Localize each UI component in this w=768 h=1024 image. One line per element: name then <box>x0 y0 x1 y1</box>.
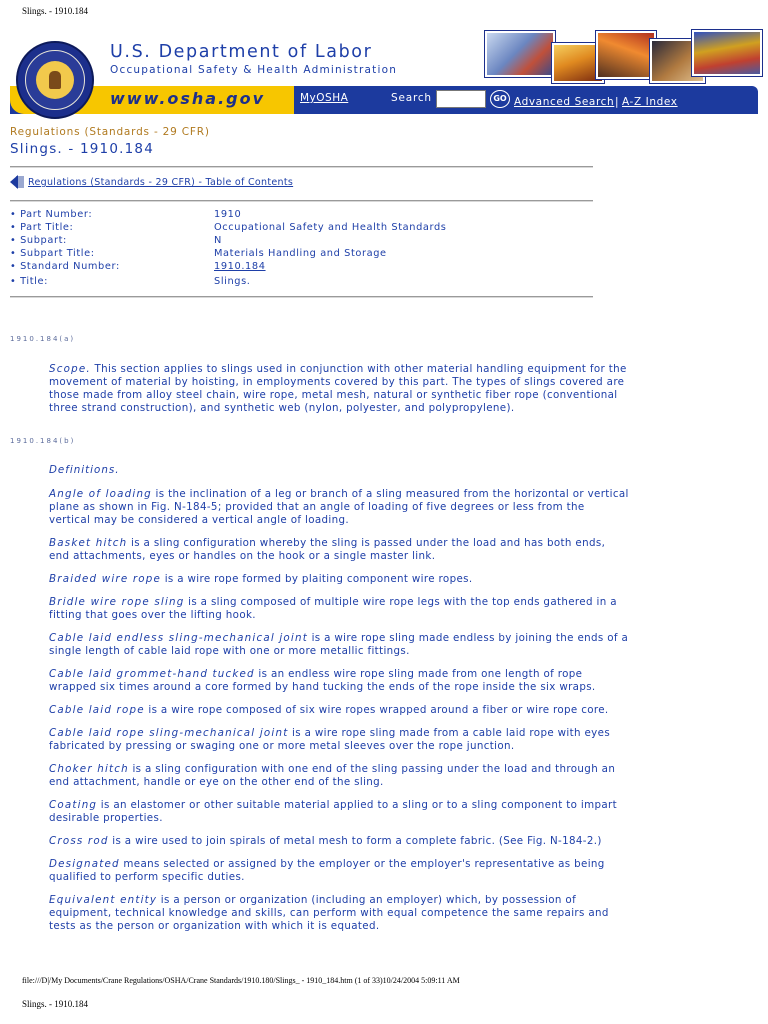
definition-item <box>49 835 629 848</box>
header-photo-fire <box>596 31 656 79</box>
definition-term: Coating <box>49 799 98 811</box>
print-header-title: Slings. - 1910.184 <box>22 6 89 16</box>
definition-term: Cable laid rope sling-mechanical joint <box>49 727 289 739</box>
scope-text: This section applies to slings used in conjunction with other material handling equipment for the movement of material by hoisting, in employments covered by this part. The types of slings covered are those made from alloy steel chain, wire rope, metal mesh, natural or synthetic fiber rope (conventional three strand construction), and synthetic web (nylon, polyester, and polypropylene). <box>49 363 627 414</box>
definition-item <box>49 894 629 933</box>
scope-paragraph <box>49 363 629 415</box>
definition-term: Cable laid rope <box>49 704 145 716</box>
definition-item <box>49 537 629 563</box>
scope-section <box>49 363 629 425</box>
info-value: 1910 <box>214 209 242 220</box>
definition-term: Choker hitch <box>49 763 129 775</box>
print-footer-path: file:///D|/My Documents/Crane Regulations/OSHA/Crane Standards/1910.180/Slings_ - 1910_184.htm (1 of 33)10/24/2004 5:09:11 AM <box>22 976 460 985</box>
info-row-title <box>10 276 610 289</box>
section-breadcrumb: Regulations (Standards - 29 CFR) <box>10 126 210 138</box>
definition-term: Basket hitch <box>49 537 128 549</box>
info-row-subpart <box>10 235 610 248</box>
definition-text: means selected or assigned by the employer or the employer's representative as being qualified to perform specific duties. <box>49 858 605 883</box>
definition-text: is a sling composed of multiple wire rope legs with the top ends gathered in a fitting that goes over the lifting hook. <box>49 596 617 621</box>
definition-text: is a wire rope formed by plaiting component wire ropes. <box>161 573 473 585</box>
paragraph-id: 1910.184(b) <box>10 437 76 445</box>
info-row-subpart-title <box>10 248 610 261</box>
divider <box>10 166 593 168</box>
go-search-button[interactable]: GO <box>490 90 510 108</box>
definition-text: is a sling configuration whereby the sling is passed under the load and has both ends, end attachments, eyes or handles on the hook or a single master link. <box>49 537 606 562</box>
advanced-search-link[interactable]: Advanced Search <box>514 96 615 108</box>
info-key: • Subpart: <box>10 235 67 246</box>
definition-text: is a wire rope composed of six wire ropes wrapped around a fiber or wire rope core. <box>144 704 609 716</box>
info-key: • Title: <box>10 276 48 287</box>
print-header-title-next-page: Slings. - 1910.184 <box>22 999 89 1009</box>
myosha-link[interactable]: MyOSHA <box>300 92 349 104</box>
definition-item <box>49 763 629 789</box>
definition-term: Equivalent entity <box>49 894 158 906</box>
definitions-heading: Definitions. <box>49 464 120 476</box>
standard-number-link[interactable]: 1910.184 <box>214 261 266 272</box>
header-photo-collage <box>480 29 765 89</box>
back-arrow-icon[interactable] <box>10 174 24 190</box>
definition-item <box>49 573 629 586</box>
agency-name[interactable]: U.S. Department of Labor <box>110 42 373 62</box>
definition-term: Angle of loading <box>49 488 152 500</box>
page-title: Slings. - 1910.184 <box>10 141 154 157</box>
info-value: Materials Handling and Storage <box>214 248 387 259</box>
az-index-link[interactable]: A-Z Index <box>622 96 678 108</box>
definition-term: Cable laid endless sling-mechanical joint <box>49 632 308 644</box>
paragraph-id: 1910.184(a) <box>10 335 76 343</box>
definition-item <box>49 858 629 884</box>
definition-term: Cross rod <box>49 835 109 847</box>
header-photo-worker <box>485 31 555 77</box>
info-key: • Standard Number: <box>10 261 120 272</box>
definition-term: Cable laid grommet-hand tucked <box>49 668 255 680</box>
definition-item <box>49 488 629 527</box>
info-key: • Part Title: <box>10 222 74 233</box>
definition-term: Bridle wire rope sling <box>49 596 185 608</box>
definition-term: Braided wire rope <box>49 573 162 585</box>
info-key: • Part Number: <box>10 209 93 220</box>
definition-text: is a sling configuration with one end of the sling passing under the load and through an end attachment, handle or eye on the other end of the sling. <box>49 763 616 788</box>
definition-item <box>49 632 629 658</box>
definition-term: Designated <box>49 858 120 870</box>
search-label: Search <box>391 92 432 104</box>
definition-text: is a person or organization (including an employer) which, by possession of equipment, technical knowledge and skills, can perform with equal competence the same repairs and tests as the person or organization with which it is equated. <box>49 894 609 932</box>
info-value: Occupational Safety and Health Standards <box>214 222 447 233</box>
definition-item <box>49 596 629 622</box>
scope-term: Scope. <box>49 363 91 375</box>
divider <box>10 200 593 202</box>
definition-text: is an endless wire rope sling made from one length of rope wrapped six times around a core formed by hand tucking the ends of the rope inside the six wraps. <box>49 668 596 693</box>
info-value: Slings. <box>214 276 251 287</box>
definition-item <box>49 799 629 825</box>
definition-text: is a wire rope sling made from a cable laid rope with eyes fabricated by pressing or swaging one or more metal sleeves over the rope junction. <box>49 727 611 752</box>
definition-text: is a wire used to join spirals of metal mesh to form a complete fabric. (See Fig. N-184-2.) <box>108 835 602 847</box>
definition-text: is an elastomer or other suitable material applied to a sling or to a sling component to impart desirable properties. <box>49 799 618 824</box>
standard-info-list <box>10 209 610 289</box>
divider <box>10 296 593 298</box>
info-row-part-number <box>10 209 610 222</box>
header-photo-rescue <box>692 30 762 76</box>
nav-separator: | <box>615 96 619 108</box>
seal-eagle-icon <box>36 61 74 99</box>
search-input[interactable] <box>436 90 486 108</box>
definition-item <box>49 704 629 717</box>
definition-text: is the inclination of a leg or branch of a sling measured from the horizontal or vertical plane as shown in Fig. N-184-5; provided that an angle of loading of five degrees or less from the vertical may be considered a vertical angle of loading. <box>49 488 629 526</box>
definitions-section <box>49 464 629 943</box>
info-key: • Subpart Title: <box>10 248 95 259</box>
info-row-part-title <box>10 222 610 235</box>
dol-seal-logo[interactable] <box>16 41 94 119</box>
definition-text: is a wire rope sling made endless by joining the ends of a single length of cable laid rope with one or more metallic fittings. <box>49 632 629 657</box>
info-value: N <box>214 235 222 246</box>
site-url-link[interactable]: www.osha.gov <box>110 89 266 108</box>
subagency-name[interactable]: Occupational Safety & Health Administration <box>110 64 398 76</box>
info-row-standard-number <box>10 261 610 274</box>
definition-item <box>49 727 629 753</box>
definition-item <box>49 668 629 694</box>
toc-link[interactable]: Regulations (Standards - 29 CFR) - Table of Contents <box>28 177 294 188</box>
